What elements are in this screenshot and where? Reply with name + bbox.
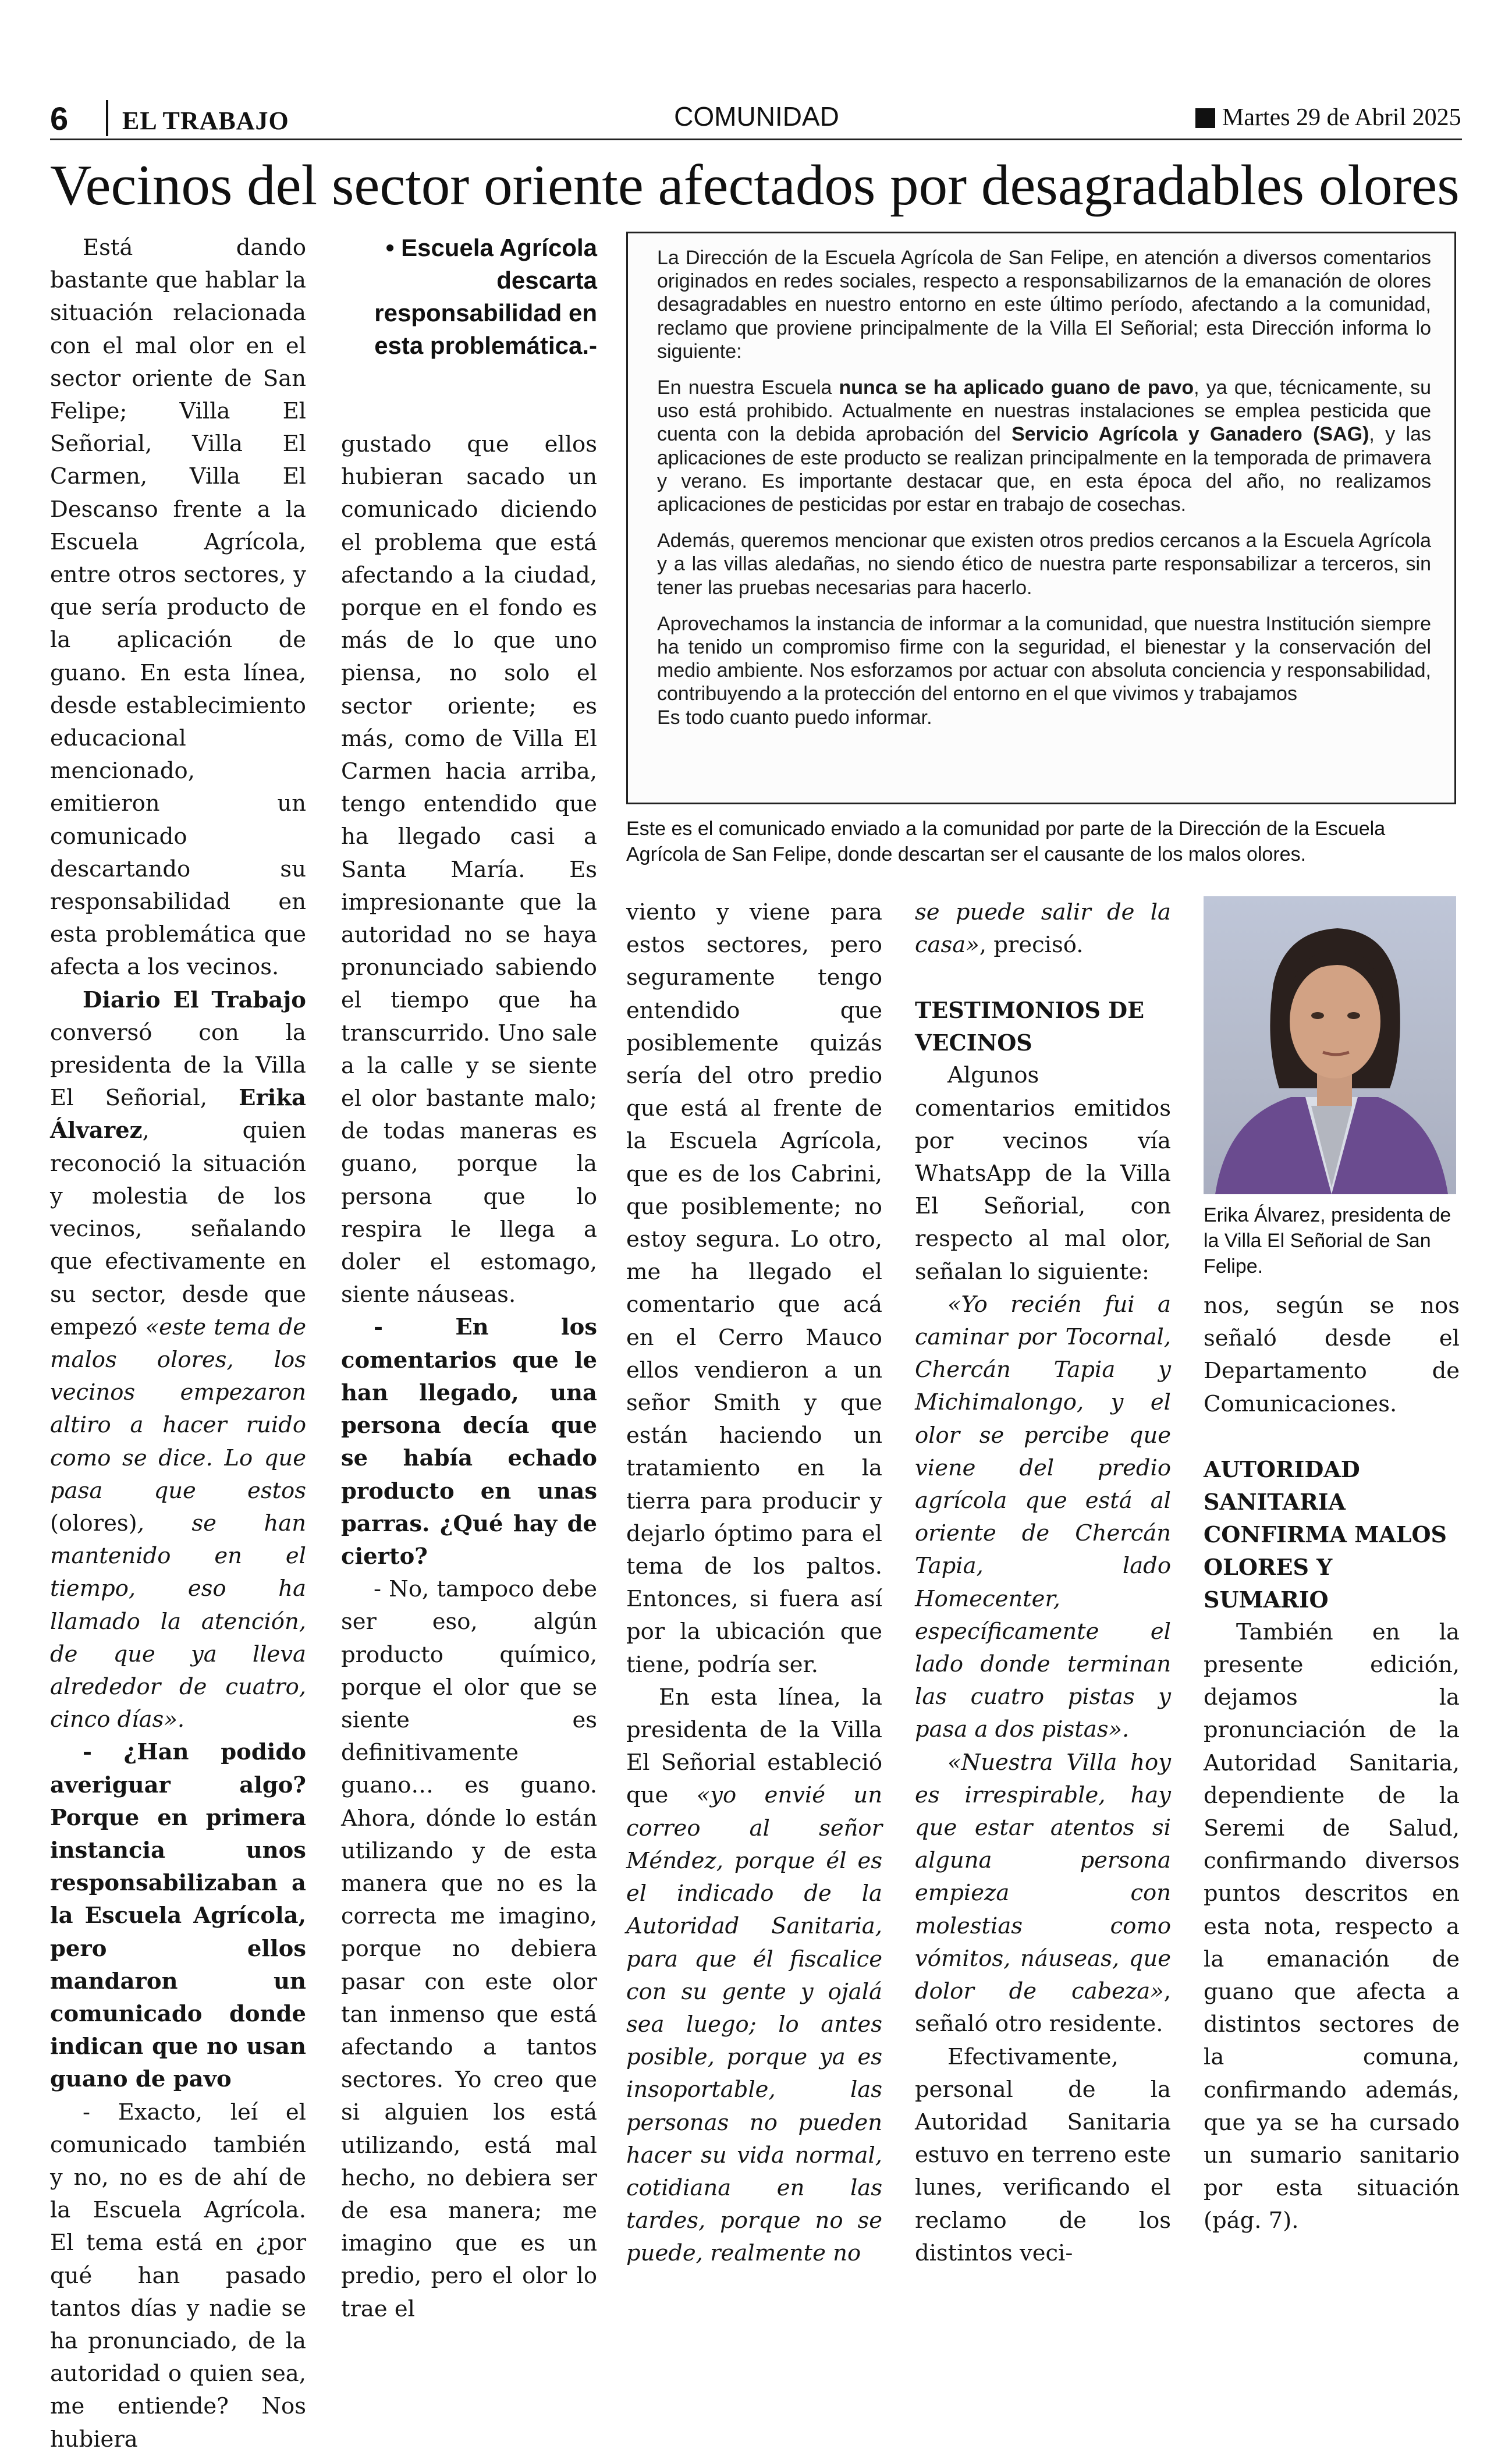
paragraph: - Exacto, leí el comunicado también y no, no es de ahí de la Escuela Agrícola. El tema está en ¿por qué han pasado tantos días y nadie se ha pronunciado, de la autoridad o quien sea, me entiende? Nos hubiera [50, 2099, 306, 2453]
erika-alvarez-photo [1204, 896, 1456, 1194]
communique-paragraph [657, 376, 1431, 516]
paragraph: Efectivamente, personal de la Autoridad Sanitaria estuvo en terreno este lunes, verificando el reclamo de los distintos veci- [915, 2043, 1171, 2266]
header-rule [50, 139, 1462, 140]
text: En nuestra Escuela [657, 377, 839, 399]
article-column-1 [50, 232, 306, 2456]
section-name: COMUNIDAD [674, 101, 839, 132]
paragraph: gustado que ellos hubieran sacado un comunicado diciendo el problema que está afectando a la ciudad, porque en el fondo es más de lo que uno piensa, no solo el sector oriente; es más, como de Villa El Carmen hacia arriba, tengo entendido que ha llegado casi a Santa María. Es impresionante que la autoridad no se haya pronunciado sabiendo el tiempo que ha transcurrido. Uno sale a la calle y se siente el olor bastante malo; de todas maneras es guano, porque la persona que lo respira le llega a doler el estomago, siente náuseas. [341, 431, 597, 1308]
text: conversó con la presidenta de la Villa El Señorial, [50, 1019, 306, 1112]
paragraph: viento y viene para estos sectores, pero seguramente tengo entendido que posiblemente quizás sería del otro predio que está al frente de la Escuela Agrícola, que es de los Cabrini, que posiblemente; no estoy segura. Lo otro, me ha llegado el comentario que acá en el Cerro Mauco ellos vendieron a un señor Smith y que están haciendo un tratamiento en la tierra para producir y dejarlo óptimo para el tema de los paltos. Entonces, si fuera así por la ubicación que tiene, podría ser. [626, 899, 882, 1678]
article-headline: Vecinos del sector oriente afectados por desagradables olores [50, 154, 1460, 217]
portrait-illustration [1204, 896, 1456, 1194]
article-column-5 [1204, 1290, 1460, 2238]
testimony-quote: «Yo recién fui a caminar por Tocornal, Chercán Tapia y Michimalongo, y el olor se percibe que viene del predio agrícola que está al oriente de Chercán Tapia, lado Homecenter, específicamente el lado donde terminan las cuatro pistas y pasa a dos pistas». [915, 1291, 1171, 1743]
bold-text: nunca se ha aplicado guano de pavo [839, 377, 1194, 399]
bold-text: Servicio Agrícola y Ganadero (SAG) [1011, 423, 1369, 446]
quote-text: , se han mantenido en el tiempo, eso ha llamado la atención, de que ya lleva alrededor de cuatro, cinco días». [50, 1510, 306, 1733]
newspaper-name: EL TRABAJO [122, 107, 289, 135]
article-column-3 [626, 896, 882, 2270]
communique-paragraph: Además, queremos mencionar que existen otros predios cercanos a la Escuela Agrícola y a las villas aledañas, no siendo ético de nuestra parte responsabilizar a terceros, sin tener las pruebas necesarias para hacerlo. [657, 530, 1431, 599]
paragraph [915, 896, 1171, 961]
paragraph [915, 1747, 1171, 2041]
pull-quote: • Escuela Agrícola descarta responsabilidad en esta problemática.- [374, 234, 597, 359]
paragraph: También en la presente edición, dejamos la pronunciación de la Autoridad Sanitaria, dependiente de la Seremi de Salud, confirmando diversos puntos descritos en esta nota, respecto a la emanación de guano que afecta a distintos sectores de la comuna, confirmando además, que ya se ha cursado un sumario sanitario por esta situación (pág. 7). [1204, 1619, 1460, 2234]
article-column-2 [341, 428, 597, 2326]
paragraph: - No, tampoco debe ser eso, algún producto químico, porque el olor que se siente es definitivamente guano… es guano. Ahora, dónde lo están utilizando y de esta manera que no es la correcta me imagino, porque no debiera pasar con este olor tan inmenso que está afectando a tantos sectores. Yo creo que si alguien los está utilizando, está mal hecho, no debiera ser de esa manera; me imagino que es un predio, pero el olor lo trae el [341, 1576, 597, 2322]
text: , y las aplicaciones de este producto se realizan principalmente en la temporada de primavera y verano. Es importante destacar que, en esta época del año, no realizamos aplicaciones de pesticidas por estar en trabajo de cosechas. [657, 423, 1431, 516]
photo-caption: Erika Álvarez, presidenta de la Villa El Señorial de San Felipe. [1204, 1204, 1451, 1277]
text: , ya que, técnicamente, su uso está prohibido. Actualmente en nuestras instalaciones se emplea pesticida que cuenta con la debida aprobación del [657, 377, 1431, 446]
text: En esta línea, la presidenta de la Villa El Señorial estableció que [626, 1684, 882, 1809]
paragraph [626, 1681, 882, 2270]
bold-name: Erika Álvarez [50, 1085, 306, 1144]
article-column-4 [915, 896, 1171, 2270]
quote-text: «yo envié un correo al señor Méndez, porque él es el indicado de la Autoridad Sanitaria, para que él fiscalice con su gente y ojalá sea luego; lo antes posible, porque ya es insoportable, las personas no pueden hacer su vida normal, cotidiana en las tardes, porque no se puede, realmente no [626, 1782, 882, 2267]
subheading-autoridad-sanitaria: AUTORIDAD SANITARIA CONFIRMA MALOS OLORES Y SUMARIO [1204, 1456, 1447, 1613]
interview-question: - ¿Han podido averiguar algo? Porque en primera instancia unos responsabilizaban a la Escuela Agrícola, pero ellos mandaron un comunicado donde indican que no usan guano de pavo [50, 1739, 306, 2093]
paragraph: Está dando bastante que hablar la situación relacionada con el mal olor en el sector oriente de San Felipe; Villa El Señorial, Villa El Carmen, Villa El Descanso frente a la Escuela Agrícola, entre otros sectores, y que sería producto de la aplicación de guano. En esta línea, desde establecimiento educacional mencionado, emitieron un comunicado descartando su responsabilidad en esta problemática que afecta a los vecinos. [50, 235, 306, 981]
communique-box [626, 232, 1456, 804]
header-divider [106, 100, 108, 136]
date-square-icon [1195, 108, 1215, 128]
interview-question: - En los comentarios que le han llegado, una persona decía que se había echado producto en unas parras. ¿Qué hay de cierto? [341, 1314, 597, 1570]
text: , quien reconoció la situación y molestia de los vecinos, señalando que efectivamente en su sector, desde que empezó [50, 1117, 306, 1340]
paragraph: nos, según se nos señaló desde el Departamento de Comunicaciones. [1204, 1293, 1460, 1417]
communique-paragraph: La Dirección de la Escuela Agrícola de San Felipe, en atención a diversos comentarios originados en redes sociales, respecto a responsabilizarnos de la emanación de olores desagradables en nuestro entorno en este último período, afectando a la comunidad, reclamo que proviene principalmente de la Villa El Señorial; esta Dirección informa lo siguiente: [657, 247, 1431, 363]
text: , señaló otro residente. [915, 1978, 1171, 2038]
page-number: 6 [50, 100, 69, 137]
text: (olores) [50, 1510, 137, 1536]
communique-paragraph: Aprovechamos la instancia de informar a la comunidad, que nuestra Institución siempre ha tenido un compromiso firme con la seguridad, el bienestar y la conservación del medio ambiente. Nos esforzamos por actuar con absoluta conciencia y responsabilidad, contribuyendo a la protección del entorno en el que vivimos y trabajamos [657, 612, 1431, 705]
quote-text: se puede salir de la casa» [915, 899, 1171, 959]
communique-caption: Este es el comunicado enviado a la comunidad por parte de la Dirección de la Escuela Agrícola de San Felipe, donde descartan ser el causante de los malos olores. [626, 818, 1386, 865]
bold-text: Diario El Trabajo [83, 986, 306, 1013]
paragraph: Algunos comentarios emitidos por vecinos vía WhatsApp de la Villa El Señorial, con respecto al mal olor, señalan lo siguiente: [915, 1062, 1171, 1285]
paragraph [50, 984, 306, 1737]
communique-closing: Es todo cuanto puedo informar. [657, 706, 932, 729]
subheading-testimonios: TESTIMONIOS DE VECINOS [915, 997, 1145, 1056]
issue-date: Martes 29 de Abril 2025 [1222, 104, 1461, 131]
text: , precisó. [979, 932, 1084, 959]
quote-text: «este tema de malos olores, los vecinos empezaron altiro a hacer ruido como se dice. Lo que pasa que estos [50, 1314, 306, 1504]
quote-text: «Nuestra Villa hoy es irrespirable, hay que estar atentos si alguna persona empieza con molestias como vómitos, náuseas, que dolor de cabeza» [915, 1749, 1171, 2005]
